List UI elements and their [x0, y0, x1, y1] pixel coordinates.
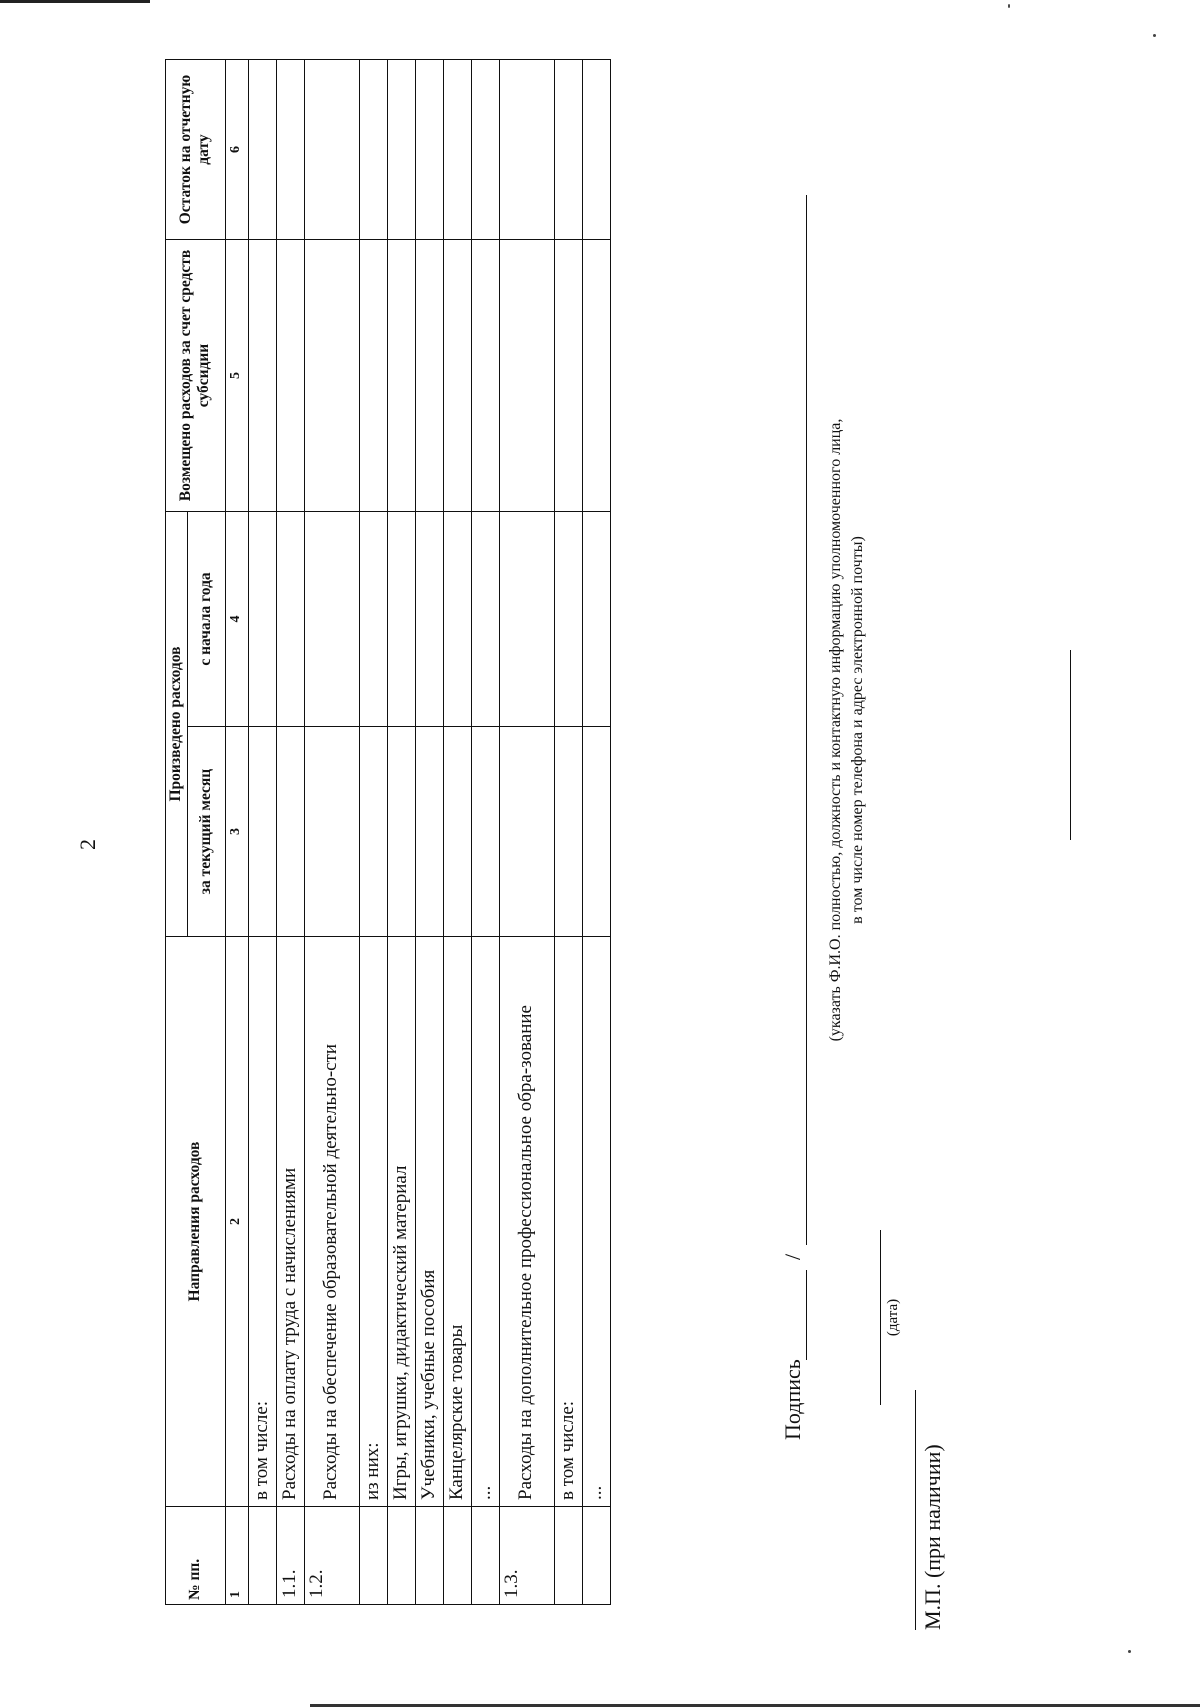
fio-instruction: [825, 390, 868, 1070]
cell-reimbursed: [359, 240, 387, 512]
row-label: в том числе:: [248, 937, 276, 1507]
blank-line: [1070, 650, 1071, 840]
row-number: [359, 1507, 387, 1605]
row-label: Игры, игрушки, дидактический материал: [387, 937, 415, 1507]
header-spent-month: за текущий месяц: [187, 727, 225, 937]
column-number: 5: [225, 240, 248, 512]
cell-balance: [387, 60, 415, 240]
cell-balance: [415, 60, 443, 240]
cell-spent-year: [582, 512, 610, 727]
cell-spent-year: [415, 512, 443, 727]
cell-reimbursed: [554, 240, 582, 512]
header-spent-year: с начала года: [187, 512, 225, 727]
cell-reimbursed: [248, 240, 276, 512]
cell-spent-month: [304, 727, 359, 937]
row-number: 1.2.: [304, 1507, 359, 1605]
row-label: Канцелярские товары: [443, 937, 471, 1507]
row-label: ...: [471, 937, 499, 1507]
header-balance: Остаток на отчетную дату: [166, 60, 226, 240]
cell-balance: [499, 60, 554, 240]
row-label: Расходы на дополнительное профессиональное обра-зование: [499, 937, 554, 1507]
row-number: [415, 1507, 443, 1605]
header-reimbursed: Возмещено расходов за счет средств субсидии: [166, 240, 226, 512]
table-row: [248, 60, 276, 1605]
table-row: [499, 60, 554, 1605]
cell-spent-month: [443, 727, 471, 937]
row-number: 1.1.: [276, 1507, 304, 1605]
column-number: 3: [225, 727, 248, 937]
cell-spent-year: [304, 512, 359, 727]
row-number: [582, 1507, 610, 1605]
cell-reimbursed: [415, 240, 443, 512]
header-direction: Направления расходов: [166, 937, 226, 1507]
row-label: в том числе:: [554, 937, 582, 1507]
cell-spent-year: [499, 512, 554, 727]
stamp-line: [915, 1390, 916, 1630]
row-label: из них:: [359, 937, 387, 1507]
cell-spent-year: [276, 512, 304, 727]
table-row: [276, 60, 304, 1605]
table-row: [471, 60, 499, 1605]
stamp-block: [915, 1380, 946, 1630]
row-number: [554, 1507, 582, 1605]
header-num: № пп.: [166, 1507, 226, 1605]
cell-reimbursed: [387, 240, 415, 512]
table-row: [359, 60, 387, 1605]
row-label: Учебники, учебные пособия: [415, 937, 443, 1507]
cell-balance: [304, 60, 359, 240]
cell-balance: [276, 60, 304, 240]
cell-spent-month: [554, 727, 582, 937]
cell-spent-month: [359, 727, 387, 937]
scan-speck: [1153, 34, 1156, 37]
column-number: 4: [225, 512, 248, 727]
column-numbers-row: [225, 60, 248, 1605]
scan-edge-mark: [0, 0, 150, 3]
page-number: 2: [75, 839, 100, 850]
date-block: [880, 1230, 902, 1405]
row-number: [471, 1507, 499, 1605]
cell-spent-year: [443, 512, 471, 727]
scan-speck: [1008, 4, 1010, 8]
cell-reimbursed: [443, 240, 471, 512]
cell-balance: [248, 60, 276, 240]
rotated-form: [70, 74, 1070, 1630]
cell-reimbursed: [471, 240, 499, 512]
cell-spent-year: [359, 512, 387, 727]
scan-edge-mark: [310, 1704, 1200, 1707]
cell-spent-month: [248, 727, 276, 937]
row-number: 1.3.: [499, 1507, 554, 1605]
row-number: [387, 1507, 415, 1605]
cell-balance: [554, 60, 582, 240]
cell-spent-year: [471, 512, 499, 727]
cell-balance: [359, 60, 387, 240]
date-line: [880, 1230, 881, 1405]
row-label: Расходы на обеспечение образовательной деятельно-сти: [304, 937, 359, 1507]
cell-spent-year: [387, 512, 415, 727]
fio-line: [806, 195, 807, 1245]
cell-balance: [582, 60, 610, 240]
cell-spent-month: [276, 727, 304, 937]
cell-spent-month: [415, 727, 443, 937]
expense-report-table: [165, 59, 611, 1605]
table-row: [554, 60, 582, 1605]
cell-balance: [471, 60, 499, 240]
cell-spent-month: [471, 727, 499, 937]
row-label: ...: [582, 937, 610, 1507]
signature-line: [806, 1270, 807, 1360]
table-row: [415, 60, 443, 1605]
fio-note-line: в том числе номер телефона и адрес электронной почты): [848, 536, 866, 924]
row-number: [248, 1507, 276, 1605]
table-row: [304, 60, 359, 1605]
row-label: Расходы на оплату труда с начислениями: [276, 937, 304, 1507]
header-spent-group: Произведено расходов: [166, 512, 188, 937]
cell-reimbursed: [304, 240, 359, 512]
cell-spent-month: [387, 727, 415, 937]
cell-spent-month: [582, 727, 610, 937]
signature-separator: /: [780, 1253, 805, 1260]
column-number: 6: [225, 60, 248, 240]
cell-reimbursed: [582, 240, 610, 512]
scan-speck: [1128, 1650, 1131, 1653]
date-label: (дата): [885, 1298, 901, 1337]
stamp-label: М.П. (при наличии): [920, 1444, 945, 1630]
table-row: [443, 60, 471, 1605]
cell-spent-month: [499, 727, 554, 937]
table-row: [582, 60, 610, 1605]
cell-reimbursed: [499, 240, 554, 512]
cell-balance: [443, 60, 471, 240]
column-number: 1: [225, 1507, 248, 1605]
cell-spent-year: [554, 512, 582, 727]
signature-label: Подпись: [780, 1359, 805, 1440]
cell-spent-year: [248, 512, 276, 727]
cell-reimbursed: [276, 240, 304, 512]
table-row: [387, 60, 415, 1605]
row-number: [443, 1507, 471, 1605]
column-number: 2: [225, 937, 248, 1507]
fio-note-line: (указать Ф.И.О. полностью, должность и контактную информацию уполномоченного лица,: [827, 418, 844, 1042]
